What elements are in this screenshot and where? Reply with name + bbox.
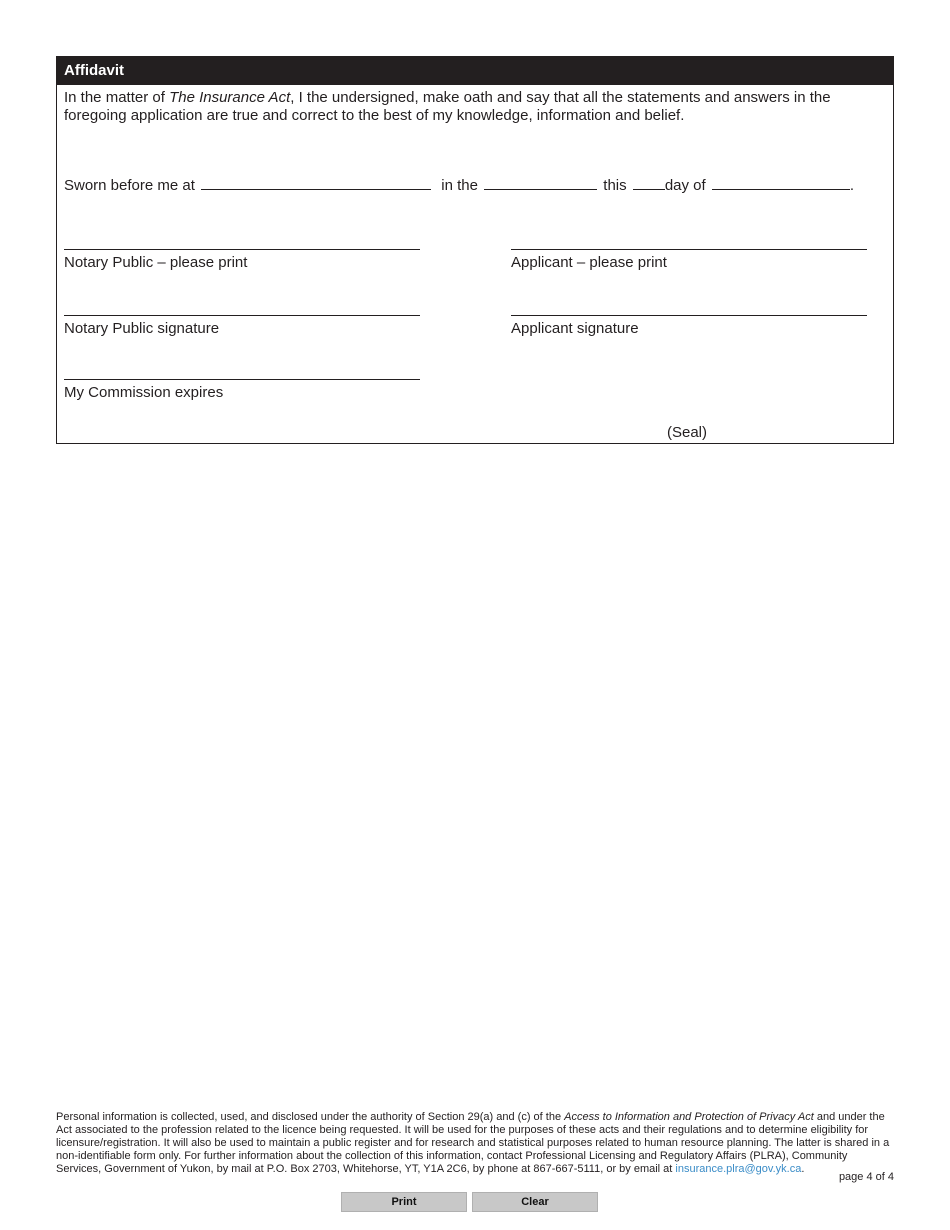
page-number: page 4 of 4: [838, 1171, 894, 1183]
sworn-line: [64, 175, 879, 195]
contact-email-link[interactable]: insurance.plra@gov.yk.ca: [675, 1163, 802, 1175]
notary-print-label: Notary Public – please print: [64, 254, 248, 271]
sworn-region-input[interactable]: [484, 175, 597, 189]
sworn-region-field[interactable]: [484, 175, 597, 190]
applicant-print-input[interactable]: [511, 229, 867, 247]
sworn-month-field[interactable]: [712, 175, 850, 190]
commission-expires-input[interactable]: [64, 359, 420, 377]
affidavit-title: Affidavit: [57, 57, 893, 85]
privacy-notice: [56, 1111, 894, 1176]
intro-prefix: In the matter of: [64, 89, 170, 106]
sworn-location-field[interactable]: [201, 175, 431, 190]
applicant-print-line: [511, 249, 867, 250]
sworn-day-input[interactable]: [633, 175, 665, 189]
print-button[interactable]: Print: [341, 1192, 467, 1212]
intro-act-name: The Insurance Act: [169, 89, 291, 106]
notary-print-input[interactable]: [64, 229, 420, 247]
privacy-act-name: Access to Information and Protection of Privacy Act: [564, 1111, 814, 1123]
sworn-label: Sworn before me at: [64, 177, 195, 194]
privacy-text-end: .: [801, 1163, 805, 1175]
applicant-signature-label: Applicant signature: [511, 320, 639, 337]
notary-signature-line: [64, 315, 420, 316]
privacy-text-1: Personal information is collected, used, and disclosed under the authority of Section 29(a) and (c) of the: [56, 1111, 565, 1123]
notary-signature-label: Notary Public signature: [64, 320, 220, 337]
seal-label: (Seal): [667, 424, 708, 441]
affidavit-intro: [64, 89, 879, 125]
sworn-day-field[interactable]: [633, 175, 665, 190]
commission-expires-line: [64, 379, 420, 380]
day-of-label: day of: [664, 177, 706, 194]
sworn-location-input[interactable]: [201, 175, 431, 189]
notary-print-line: [64, 249, 420, 250]
in-the-label: in the: [441, 177, 478, 194]
privacy-text-2: and under the Act associated to the profession related to the licence being requested. It will be used for the purposes of these acts and their regulations and to determine eligibility for licensure/registration. It will also be used to maintain a public register and for research and statistical purposes related to human resource planning. The latter is shared in a non-identifiable form only. For further information about the collection of this information, contact Professional Licensing and Regulatory Affairs (PLRA), Community Services, Government of Yukon, by mail at P.O. Box 2703, Whitehorse, YT, Y1A 2C6, by phone at 867-667-5111, or by email at: [56, 1111, 890, 1175]
intro-suffix: , I the undersigned, make oath and say that all the statements and answers in the foregoing application are true and correct to the best of my knowledge, information and belief.: [64, 89, 831, 124]
commission-expires-label: My Commission expires: [64, 384, 224, 401]
this-label: this: [603, 177, 627, 194]
sworn-month-input[interactable]: [712, 175, 850, 189]
affidavit-section: [56, 56, 894, 444]
sworn-period: .: [849, 177, 855, 194]
applicant-print-label: Applicant – please print: [511, 254, 667, 271]
clear-button[interactable]: Clear: [472, 1192, 598, 1212]
applicant-signature-line: [511, 315, 867, 316]
